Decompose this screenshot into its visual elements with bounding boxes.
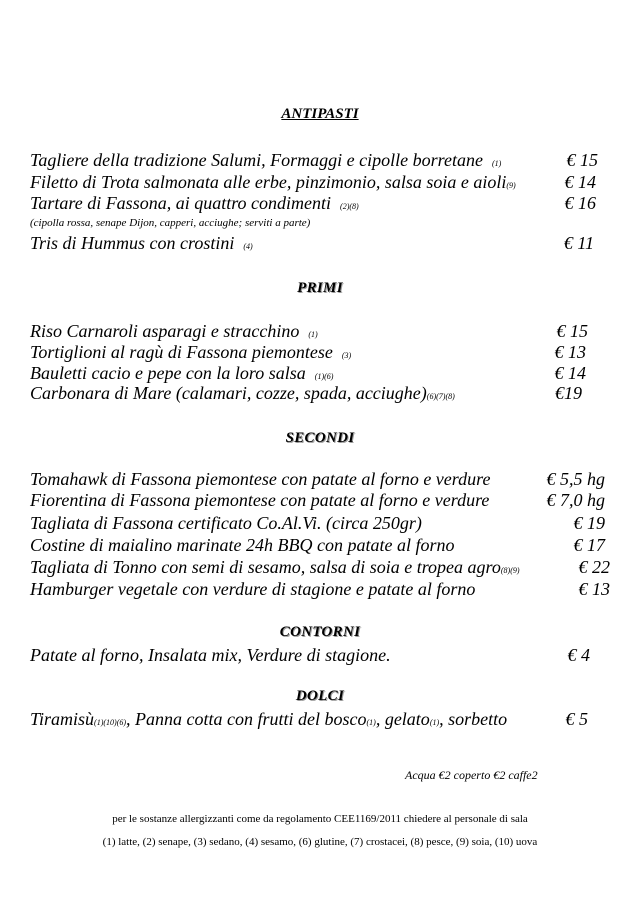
dessert-sorbetto: , sorbetto (439, 709, 508, 729)
item-price: € 7,0 hg (546, 490, 605, 510)
item-price: € 5 (565, 709, 588, 729)
item-allergens: (8)(9) (500, 566, 520, 575)
item-allergens: (4) (243, 242, 253, 251)
item-name: Tortiglioni al ragù di Fassona piemontese (30, 342, 333, 362)
item-name: Fiorentina di Fassona piemontese con patate al forno e verdure (30, 490, 490, 510)
dessert-gelato: , gelato (375, 709, 430, 729)
dessert-panna-cotta: , Panna cotta con frutti del bosco (126, 709, 367, 729)
item-allergens: (9) (506, 181, 516, 190)
item-price: € 17 (573, 535, 605, 555)
item-price: € 16 (564, 193, 596, 213)
item-allergens: (2)(8) (340, 202, 359, 211)
item-price: € 15 (566, 150, 598, 170)
item-name: Tris di Hummus con crostini (30, 233, 235, 253)
dolci-heading: DOLCI (295, 688, 345, 704)
item-name: Tagliata di Tonno con semi di sesamo, salsa di soia e tropea agro (30, 557, 501, 577)
extras-line: Acqua €2 coperto €2 caffe2 (405, 768, 538, 782)
item-price: € 22 (578, 557, 610, 577)
item-allergens: (1) (308, 330, 318, 339)
item-name: Tomahawk di Fassona piemontese con patate al forno e verdure (30, 469, 491, 489)
contorni-heading: CONTORNI (279, 624, 361, 640)
antipasti-heading: ANTIPASTI (281, 106, 359, 122)
item-price: € 13 (554, 342, 586, 362)
item-allergens: (1)(10)(6) (94, 718, 127, 727)
item-name: Tagliata di Fassona certificato Co.Al.Vi. (circa 250gr) (30, 513, 422, 533)
item-name: Tartare di Fassona, ai quattro condimenti (30, 193, 332, 213)
item-allergens: (1) (429, 718, 440, 727)
item-allergens: (1) (491, 159, 502, 168)
item-allergens: (1) (366, 718, 376, 727)
item-name: Patate al forno, Insalata mix, Verdure di stagione. (30, 645, 391, 665)
item-allergens: (1)(6) (314, 372, 334, 381)
item-name: Hamburger vegetale con verdure di stagione e patate al forno (30, 579, 476, 599)
item-price: € 19 (573, 513, 605, 533)
allergen-notice: per le sostanze allergizzanti come da regolamento CEE1169/2011 chiedere al personale di sala (112, 813, 528, 825)
item-name: Tagliere della tradizione Salumi, Formaggi e cipolle borretane (30, 150, 483, 170)
allergen-legend: (1) latte, (2) senape, (3) sedano, (4) sesamo, (6) glutine, (7) crostacei, (8) pesce, (9) soia, (10) uova (102, 836, 538, 848)
primi-heading: PRIMI (297, 280, 343, 296)
secondi-heading: SECONDI (285, 430, 355, 446)
item-name: Riso Carnaroli asparagi e stracchino (30, 321, 300, 341)
item-price: € 15 (556, 321, 588, 341)
item-price: € 14 (554, 363, 586, 383)
item-price: € 5,5 hg (546, 469, 605, 489)
dessert-tiramisu: Tiramisù (30, 709, 95, 729)
item-name: Bauletti cacio e pepe con la loro salsa (30, 363, 306, 383)
item-name: Carbonara di Mare (calamari, cozze, spada, acciughe) (30, 383, 427, 403)
item-price: € 13 (578, 579, 610, 599)
item-name: Filetto di Trota salmonata alle erbe, pinzimonio, salsa soia e aioli (30, 172, 507, 192)
item-name: Costine di maialino marinate 24h BBQ con patate al forno (30, 535, 455, 555)
item-allergens: (3) (341, 351, 352, 360)
item-allergens: (6)(7)(8) (426, 392, 455, 401)
item-price: € 14 (564, 172, 596, 192)
antipasti-note: (cipolla rossa, senape Dijon, capperi, acciughe; serviti a parte) (30, 217, 311, 229)
item-price: €19 (555, 383, 582, 403)
item-price: € 4 (567, 645, 590, 665)
item-price: € 11 (563, 233, 594, 253)
